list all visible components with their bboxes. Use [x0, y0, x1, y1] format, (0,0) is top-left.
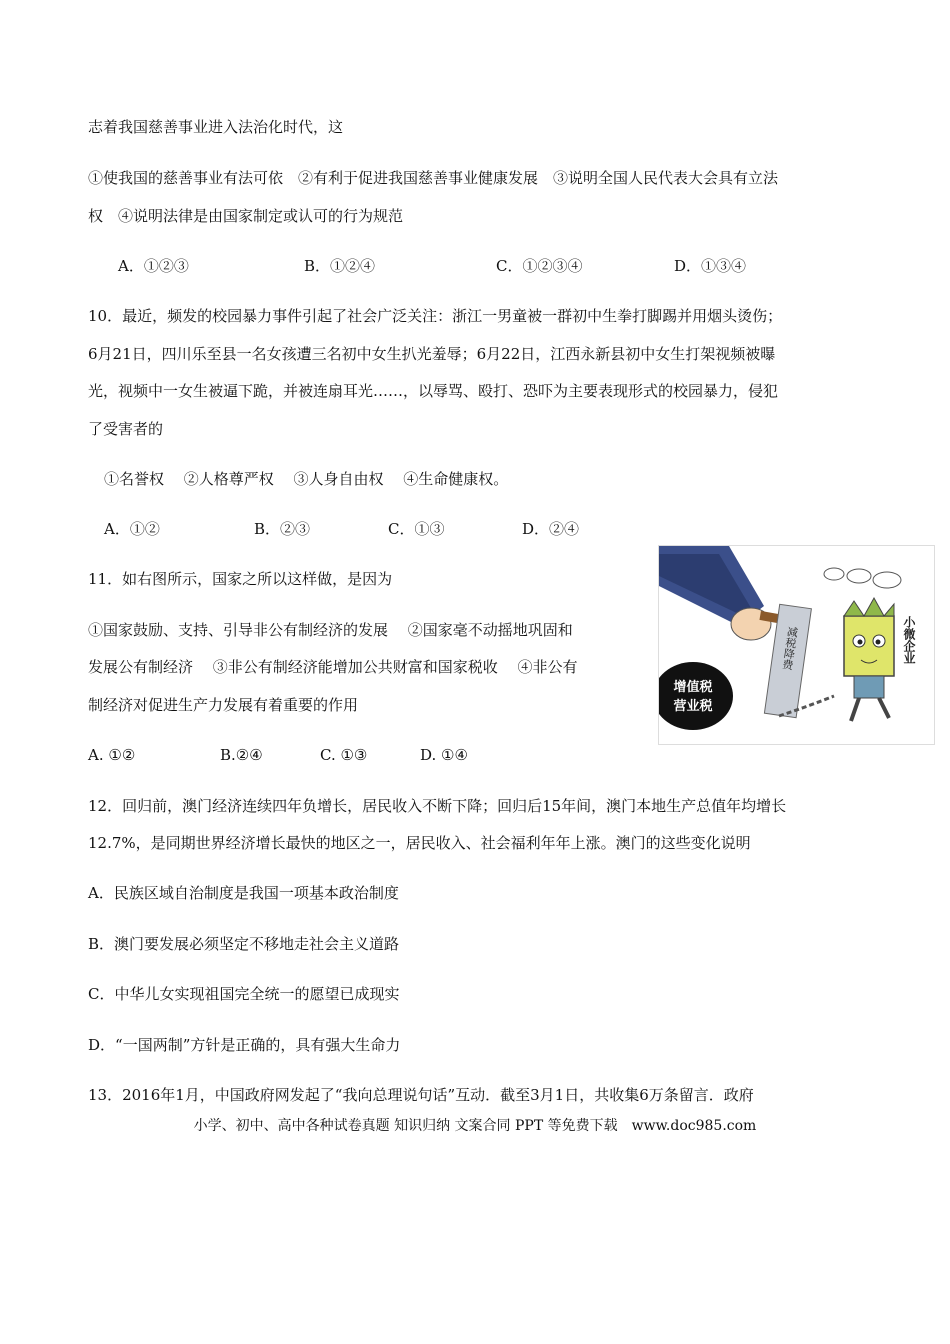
q10-option-b: B．②③: [254, 520, 311, 538]
q11-line1: 11．如右图所示，国家之所以这样做，是因为: [88, 570, 393, 588]
q11-statements-line2: 发展公有制经济 ③非公有制经济能增加公共财富和国家税收 ④非公有: [88, 658, 578, 676]
q12-option-b: B．澳门要发展必须坚定不移地走社会主义道路: [88, 935, 400, 953]
q11-statements-line3: 制经济对促进生产力发展有着重要的作用: [88, 696, 359, 714]
q12-option-a: A．民族区域自治制度是我国一项基本政治制度: [88, 884, 399, 902]
thought-bubble: [824, 568, 844, 580]
tax-label-2: 营业税: [673, 699, 713, 714]
q9-line: 志着我国慈善事业进入法治化时代，这: [88, 118, 344, 136]
q10-line4: 了受害者的: [88, 420, 164, 438]
q11-option-a: A. ①②: [88, 746, 136, 764]
q13-line1: 13．2016年1月，中国政府网发起了“我向总理说句话”互动．截至3月1日，共收集6万条留言．政府: [88, 1086, 754, 1104]
q12-line1: 12．回归前，澳门经济连续四年负增长，居民收入不断下降；回归后15年间，澳门本地生产总值年均增长: [88, 797, 787, 815]
figure-label: 小微企业: [902, 616, 916, 664]
q11-option-d: D. ①④: [420, 746, 468, 764]
q9-statements-line2: 权 ④说明法律是由国家制定或认可的行为规范: [88, 207, 404, 225]
enterprise-figure: [844, 598, 894, 721]
q10-option-a: A．①②: [104, 520, 160, 538]
tax-label-1: 增值税: [673, 680, 713, 695]
q12-option-c: C．中华儿女实现祖国完全统一的愿望已成现实: [88, 985, 400, 1003]
q10-line1: 10．最近，频发的校园暴力事件引起了社会广泛关注：浙江一男童被一群初中生拳打脚踢并用烟头烫伤；: [88, 307, 783, 325]
tax-bubble: [659, 662, 733, 730]
thought-bubble: [847, 569, 871, 583]
cartoon-svg: [659, 546, 934, 744]
q10-statements: ①名誉权 ②人格尊严权 ③人身自由权 ④生命健康权。: [104, 470, 509, 488]
footer: 小学、初中、高中各种试卷真题 知识归纳 文案合同 PPT 等免费下载 www.doc985.com: [193, 1118, 757, 1134]
q11-cartoon-image: [658, 545, 935, 745]
q12-line2: 12.7%，是同期世界经济增长最快的地区之一，居民收入、社会福利年年上涨。澳门的这些变化说明: [88, 834, 751, 852]
q9-option-c: C．①②③④: [496, 257, 583, 275]
q9-option-b: B．①②④: [304, 257, 376, 275]
q9-option-d: D．①③④: [674, 257, 747, 275]
q9-statements-line1: ①使我国的慈善事业有法可依 ②有利于促进我国慈善事业健康发展 ③说明全国人民代表大会具有立法: [88, 169, 779, 187]
q10-line2: 6月21日，四川乐至县一名女孩遭三名初中女生扒光羞辱；6月22日，江西永新县初中女生打架视频被曝: [88, 345, 776, 363]
thought-bubble: [873, 572, 901, 588]
q10-option-c: C．①③: [388, 520, 445, 538]
q10-option-d: D．②④: [522, 520, 580, 538]
hammer-text: 减税降费: [780, 625, 800, 671]
q12-option-d: D．“一国两制”方针是正确的，具有强大生命力: [88, 1036, 401, 1054]
q10-line3: 光，视频中一女生被逼下跪，并被连扇耳光……，以辱骂、殴打、恐吓为主要表现形式的校园暴力，侵犯: [88, 382, 779, 400]
q11-statements-line1: ①国家鼓励、支持、引导非公有制经济的发展 ②国家毫不动摇地巩固和: [88, 621, 573, 639]
q9-option-a: A．①②③: [118, 257, 189, 275]
q11-option-c: C. ①③: [320, 746, 368, 764]
q11-option-b: B.②④: [220, 746, 263, 764]
